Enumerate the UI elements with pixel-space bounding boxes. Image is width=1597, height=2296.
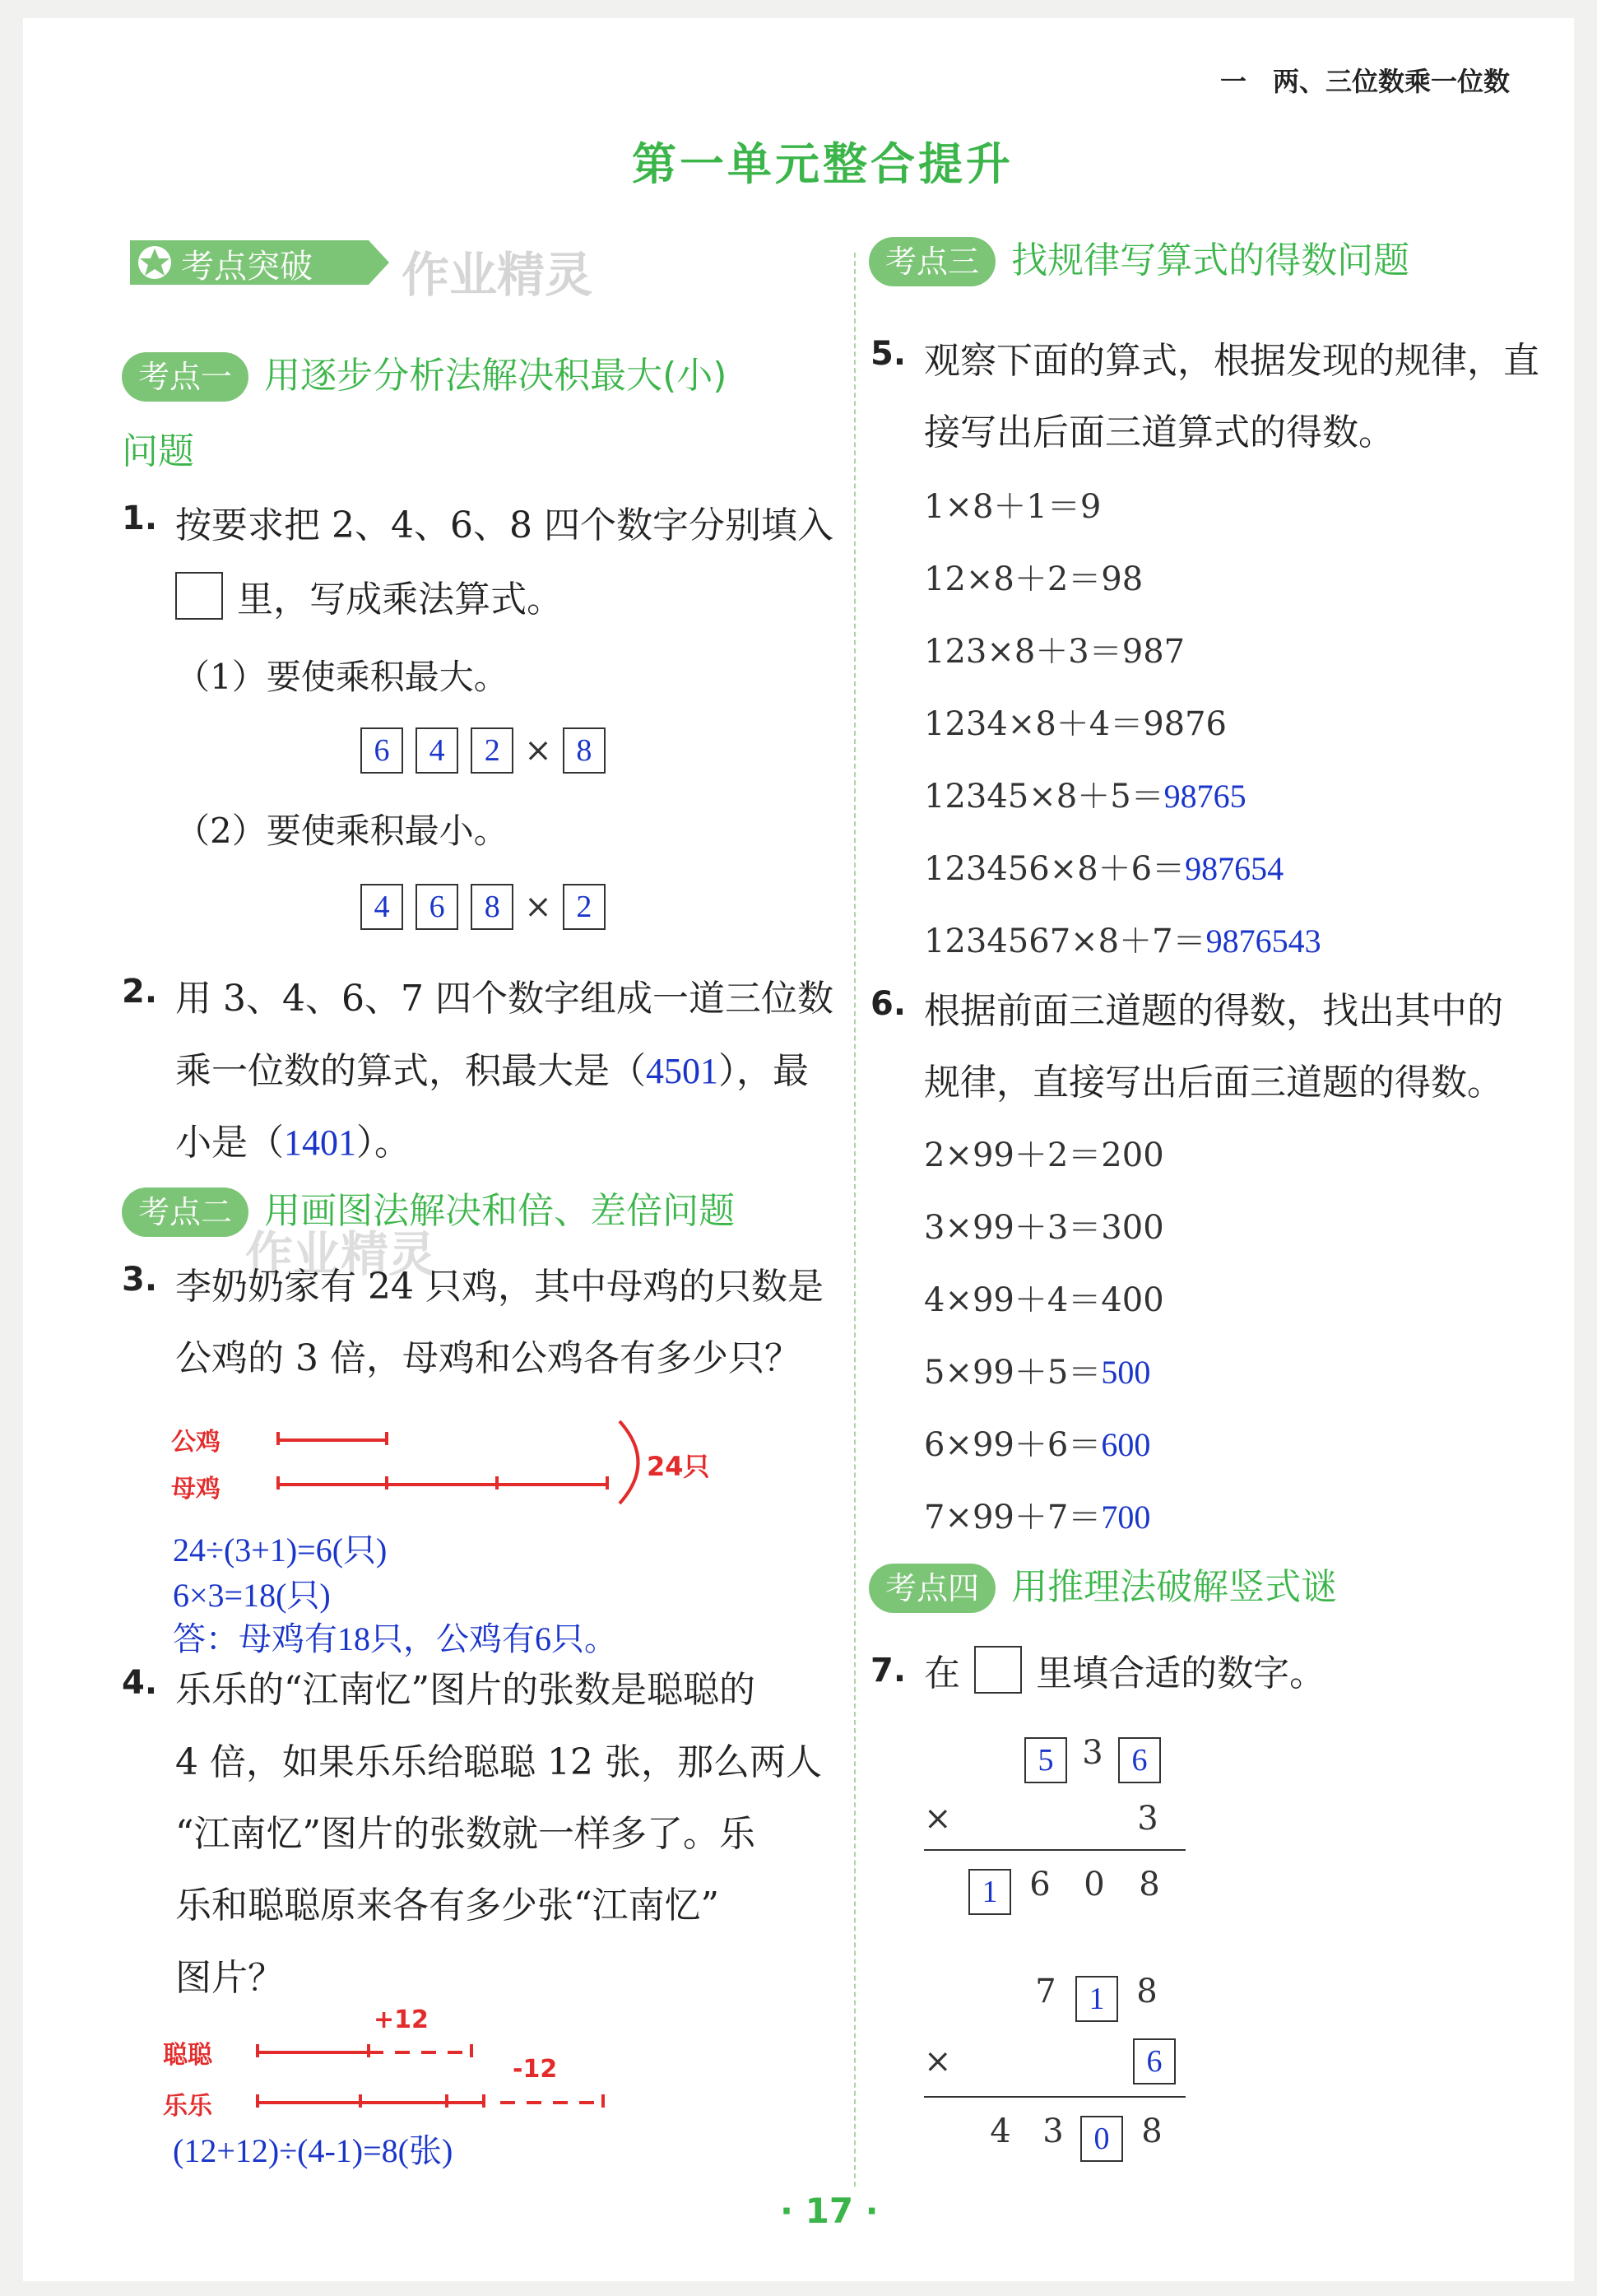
page-number — [780, 2191, 879, 2231]
diagram-label: 公鸡 — [171, 1428, 221, 1457]
times-sign: × — [524, 732, 552, 769]
q7-line-row — [924, 1643, 1325, 1696]
answer-box: 0 — [1080, 2116, 1123, 2162]
q7-line-end: 里填合适的数字。 — [1036, 1652, 1326, 1694]
diagram-label: 聪聪 — [163, 2041, 212, 2070]
answer-box: 1 — [1075, 1976, 1118, 2022]
q5-answer: 98765 — [1163, 778, 1246, 815]
answer-box: 8 — [563, 727, 606, 774]
answer-box: 6 — [1133, 2038, 1176, 2085]
answer-box: 2 — [471, 727, 513, 774]
q5-line2: 接写出后面三道算式的得数。 — [924, 411, 1395, 453]
q5-given: 123×8＋3＝987 — [924, 633, 1186, 671]
q6-given: 3×99＋3＝300 — [924, 1209, 1164, 1247]
q4-number: 4. — [122, 1664, 158, 1702]
q5-answer: 987654 — [1185, 850, 1284, 887]
puzzle-digit: 6 — [1029, 1866, 1051, 1903]
blank-box — [974, 1646, 1022, 1694]
puzzle-digit: 4 — [990, 2112, 1011, 2150]
q5-expr: 12345×8＋5＝ — [924, 778, 1164, 816]
puzzle-digit: 7 — [1035, 1973, 1056, 2010]
q4-line: 4 倍，如果乐乐给聪聪 12 张，那么两人 — [175, 1741, 822, 1783]
q1-line2-row — [175, 569, 563, 622]
q5-line1: 观察下面的算式，根据发现的规律，直 — [924, 340, 1539, 382]
q2-line3 — [175, 1113, 411, 1165]
q5-given: 1×8＋1＝9 — [924, 488, 1102, 526]
puzzle-digit: 8 — [1139, 1866, 1160, 1903]
q6-given: 2×99＋2＝200 — [924, 1136, 1164, 1174]
point3-heading — [869, 230, 1409, 286]
blank-box — [175, 572, 223, 620]
page-number-value: 17 — [805, 2191, 854, 2231]
q5-given: 1234×8＋4＝9876 — [924, 705, 1228, 743]
q2-line3-start: 小是（ — [175, 1122, 284, 1164]
q3-number: 3. — [122, 1261, 158, 1299]
q2-line2-start: 乘一位数的算式，积最大是（ — [175, 1050, 646, 1092]
watermark: 作业精灵 — [245, 1226, 437, 1282]
segment-bars — [163, 2006, 624, 2121]
times-sign: × — [524, 888, 552, 926]
q3-line-diagram — [171, 1409, 731, 1524]
unit-header: 一 两、三位数乘一位数 — [1220, 66, 1511, 97]
puzzle-digit: 8 — [1136, 1973, 1158, 2010]
q2-line2-end: ），最 — [718, 1050, 809, 1092]
q1-sub1: （1）要使乘积最大。 — [175, 657, 508, 697]
q7-line-start: 在 — [924, 1652, 960, 1694]
section-badge-label: 考点突破 — [181, 248, 313, 286]
point3-title: 找规律写算式的得数问题 — [1011, 239, 1410, 281]
answer-box: 4 — [360, 884, 403, 930]
page-title: 第一单元整合提升 — [632, 138, 1014, 190]
q1-sub2-answer — [360, 884, 606, 930]
q2-line1: 用 3、4、6、7 四个数字组成一道三位数 — [175, 978, 833, 1020]
puzzle-top-row — [1024, 1734, 1161, 1783]
q3-work-line: 6×3=18(只) — [173, 1577, 331, 1614]
diagram-label: 乐乐 — [163, 2092, 212, 2121]
q6-number: 6. — [870, 985, 907, 1023]
q6-expr: 7×99＋7＝ — [924, 1499, 1102, 1536]
q3-line2: 公鸡的 3 倍，母鸡和公鸡各有多少只？ — [175, 1337, 801, 1379]
q5-asked — [924, 843, 1284, 890]
q1-line1: 按要求把 2、4、6、8 四个数字分别填入 — [175, 504, 833, 546]
point4-heading — [869, 1557, 1337, 1613]
puzzle-digit: 8 — [1141, 2112, 1163, 2150]
point1-tag: 考点一 — [122, 352, 248, 402]
watermark: 作业精灵 — [402, 247, 593, 303]
q1-line2: 里，写成乘法算式。 — [237, 579, 564, 620]
answer-box: 6 — [415, 884, 458, 930]
times-sign: × — [924, 1800, 952, 1838]
puzzle-digit: 3 — [1137, 1800, 1158, 1838]
vertical-puzzle-2 — [924, 1973, 1187, 2187]
dot-icon: · — [865, 2191, 879, 2231]
workbook-page — [23, 18, 1574, 2281]
q2-answer-min: 1401 — [284, 1122, 356, 1163]
q5-expr: 123456×8＋6＝ — [924, 850, 1186, 888]
q1-sub1-answer — [360, 727, 606, 774]
answer-box: 4 — [415, 727, 458, 774]
puzzle-multiplier — [1133, 2038, 1176, 2085]
q6-expr: 5×99＋5＝ — [924, 1354, 1102, 1392]
puzzle-top-row — [1024, 1973, 1176, 2022]
point4-title: 用推理法破解竖式谜 — [1011, 1566, 1338, 1608]
q2-line2 — [175, 1041, 809, 1094]
q2-line3-end: ）。 — [356, 1122, 411, 1164]
q4-line-diagram — [163, 2006, 624, 2121]
q6-answer: 600 — [1101, 1426, 1151, 1463]
point4-tag: 考点四 — [869, 1564, 996, 1613]
answer-box: 8 — [471, 884, 513, 930]
puzzle-digit: 3 — [1082, 1734, 1103, 1772]
point2-tag: 考点二 — [122, 1188, 248, 1237]
column-divider — [854, 253, 856, 2187]
dot-icon: · — [780, 2191, 793, 2231]
q1-sub2: （2）要使乘积最小。 — [175, 811, 508, 851]
answer-box: 6 — [1118, 1737, 1161, 1783]
q4-line: 图片？ — [175, 1957, 284, 1999]
puzzle-digit: 0 — [1084, 1866, 1105, 1903]
point1-title: 用逐步分析法解决积最大(小) — [264, 355, 727, 397]
puzzle-result-row — [968, 1866, 1179, 1915]
q4-line: 乐和聪聪原来各有多少张“江南忆” — [175, 1885, 719, 1927]
sum-line — [924, 2096, 1186, 2098]
section-badge — [122, 234, 393, 295]
q6-expr: 6×99＋6＝ — [924, 1426, 1102, 1464]
q2-answer-max: 4501 — [646, 1051, 718, 1091]
times-sign: × — [924, 2043, 952, 2080]
q6-line1: 根据前面三道题的得数，找出其中的 — [924, 990, 1503, 1032]
q6-given: 4×99＋4＝400 — [924, 1281, 1164, 1319]
diagram-label: 母鸡 — [171, 1475, 221, 1504]
q3-line1: 李奶奶家有 24 只鸡，其中母鸡的只数是 — [175, 1266, 824, 1308]
q5-answer: 9876543 — [1205, 923, 1321, 960]
answer-box: 5 — [1024, 1737, 1067, 1783]
sum-line — [924, 1849, 1186, 1851]
q6-asked — [924, 1419, 1150, 1466]
diagram-total: 24只 — [647, 1451, 710, 1482]
q6-answer: 700 — [1101, 1499, 1151, 1536]
point2-title: 用画图法解决和倍、差倍问题 — [264, 1190, 736, 1232]
q6-asked — [924, 1491, 1150, 1538]
q6-line2: 规律，直接写出后面三道题的得数。 — [924, 1062, 1503, 1104]
q5-given: 12×8＋2＝98 — [924, 560, 1144, 598]
q3-answer-clip — [173, 1613, 617, 1657]
puzzle-result-row — [975, 2112, 1181, 2162]
q4-line: “江南忆”图片的张数就一样多了。乐 — [175, 1813, 755, 1855]
q5-expr: 1234567×8＋7＝ — [924, 923, 1206, 960]
answer-box: 6 — [360, 727, 403, 774]
puzzle-digit: 3 — [1042, 2112, 1064, 2150]
answer-box: 1 — [968, 1869, 1011, 1915]
point1-heading — [122, 346, 727, 402]
q5-number: 5. — [870, 335, 907, 373]
point3-tag: 考点三 — [869, 237, 996, 286]
q3-work-line: 答：母鸡有18只，公鸡有6只。 — [173, 1620, 617, 1657]
point1-title-cont: 问题 — [122, 430, 194, 472]
q4-line: 乐乐的“江南忆”图片的张数是聪聪的 — [175, 1669, 755, 1711]
diagram-minus: -12 — [513, 2055, 558, 2084]
q6-answer: 500 — [1101, 1354, 1151, 1391]
q4-work-line: (12+12)÷(4-1)=8(张) — [173, 2132, 453, 2169]
q5-asked — [924, 770, 1246, 817]
answer-box: 2 — [563, 884, 606, 930]
diagram-plus: +12 — [374, 2006, 429, 2034]
q2-number: 2. — [122, 973, 158, 1011]
q3-work-line: 24÷(3+1)=6(只) — [173, 1531, 388, 1569]
vertical-puzzle-1 — [924, 1734, 1187, 1931]
q1-number: 1. — [122, 500, 158, 537]
q6-asked — [924, 1346, 1150, 1393]
q5-asked — [924, 915, 1321, 962]
q7-number: 7. — [870, 1652, 907, 1689]
